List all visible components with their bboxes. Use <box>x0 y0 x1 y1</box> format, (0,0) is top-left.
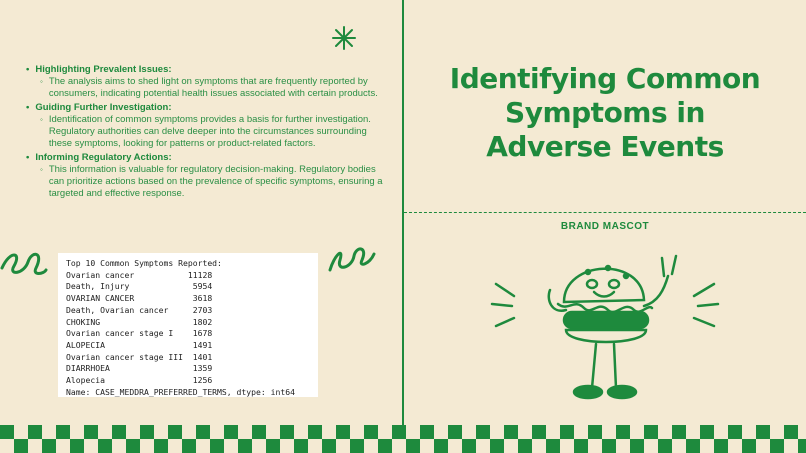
bullet-item: • Highlighting Prevalent Issues: ◦ The analysis aims to shed light on symptoms that are frequently reported by consumers, indicating potential health issues associated with certain products. <box>26 64 386 100</box>
bullet-heading: Informing Regulatory Actions: <box>35 152 172 163</box>
output-row: ALOPECIA 1491 <box>66 339 213 350</box>
output-header: Top 10 Common Symptoms Reported: <box>66 258 222 268</box>
bullet-heading: Highlighting Prevalent Issues: <box>35 64 172 75</box>
code-output <box>58 253 318 398</box>
bullet-item: • Guiding Further Investigation: ◦ Identification of common symptoms provides a basis for further investigation. Regulatory authorities can delve deeper into the circumstances surrounding these symptoms, looking for patterns or product-related factors. <box>26 102 386 150</box>
output-row: Death, Injury 5954 <box>66 281 213 292</box>
bullet-list <box>26 64 386 202</box>
sparkle-icon <box>331 25 357 51</box>
bullet-text: The analysis aims to shed light on symptoms that are frequently reported by consumers, indicating potential health issues associated with certain products. <box>48 76 378 99</box>
dashed-divider <box>404 212 806 213</box>
bullet-text: This information is valuable for regulatory decision-making. Regulatory bodies can prioritize actions based on the prevalence of specific symptoms, ensuring a targeted and effective response. <box>48 164 383 199</box>
page-title: Identifying Common Symptoms in Adverse Events <box>449 62 761 163</box>
output-row: Death, Ovarian cancer 2703 <box>66 304 213 315</box>
squiggle-icon <box>326 238 376 276</box>
bullet-item: • Informing Regulatory Actions: ◦ This information is valuable for regulatory decision-making. Regulatory bodies can prioritize actions based on the prevalence of specific symptoms, ensuring a targeted and effective response. <box>26 152 386 200</box>
output-row: Ovarian cancer stage I 1678 <box>66 328 213 339</box>
output-row: Alopecia 1256 <box>66 375 213 386</box>
squiggle-icon <box>0 240 48 280</box>
checkered-border <box>0 425 806 453</box>
output-row: OVARIAN CANCER 3618 <box>66 293 213 304</box>
output-row: Ovarian cancer 11128 <box>66 269 213 280</box>
bullet-heading: Guiding Further Investigation: <box>35 102 172 113</box>
output-footer: Name: CASE_MEDDRA_PREFERRED_TERMS, dtype: int64 <box>66 386 296 397</box>
bullet-text: Identification of common symptoms provides a basis for further investigation. Regulatory authorities can delve deeper into the circumstances surrounding these symptoms, looking for patterns or product-related factors. <box>48 114 371 149</box>
output-row: CHOKING 1802 <box>66 316 213 327</box>
output-row: Ovarian cancer stage III 1401 <box>66 351 213 362</box>
burger-mascot-icon <box>488 240 728 420</box>
mascot-label: BRAND MASCOT <box>560 221 650 232</box>
output-panel <box>58 253 318 397</box>
output-row: DIARRHOEA 1359 <box>66 363 213 374</box>
